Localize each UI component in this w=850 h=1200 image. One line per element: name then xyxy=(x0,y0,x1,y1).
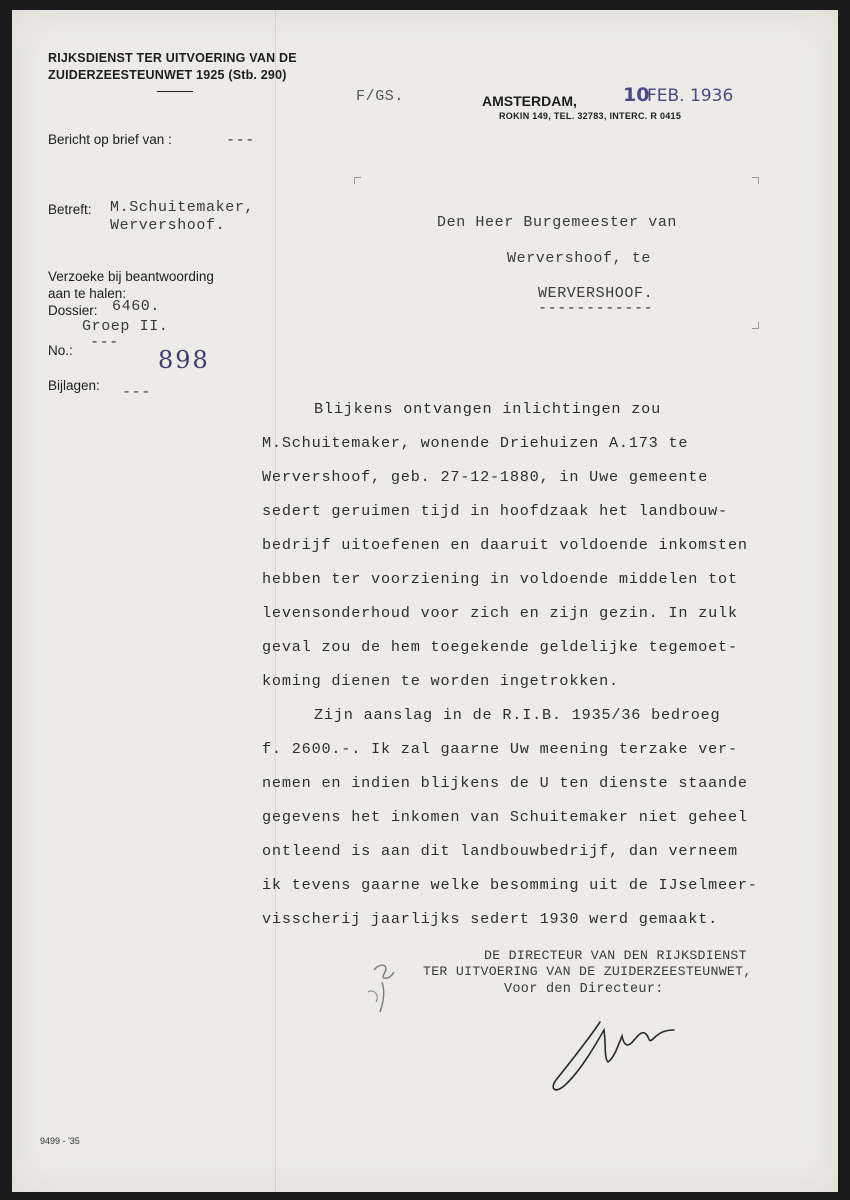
bericht-label: Bericht op brief van : xyxy=(48,132,172,147)
reference-code: F/GS. xyxy=(356,88,405,105)
addressee-line1: Den Heer Burgemeester van xyxy=(437,214,678,231)
city: AMSTERDAM, xyxy=(482,93,577,109)
betreft-label: Betreft: xyxy=(48,202,92,217)
body-line-5: bedrijf uitoefenen en daaruit voldoende inkomsten xyxy=(262,536,748,554)
addressee-line3: WERVERSHOOF. xyxy=(538,285,654,302)
verzoeke-line1: Verzoeke bij beantwoording xyxy=(48,269,214,284)
body-line-16: visscherij jaarlijks sedert 1930 werd gemaakt. xyxy=(262,910,719,928)
signature-line1: DE DIRECTEUR VAN DEN RIJKSDIENST xyxy=(484,948,747,963)
body-line-2: M.Schuitemaker, wonende Driehuizen A.173 te xyxy=(262,434,689,452)
bericht-value: --- xyxy=(226,132,255,149)
body-line-6: hebben ter voorziening in voldoende middelen tot xyxy=(262,570,738,588)
addressee-underline: ------------ xyxy=(538,300,654,317)
verzoeke-line2: aan te halen: xyxy=(48,286,127,301)
groep-value: Groep II. xyxy=(82,318,169,335)
office-address: ROKIN 149, TEL. 32783, INTERC. R 0415 xyxy=(499,111,682,121)
signature-line3: Voor den Directeur: xyxy=(504,982,664,997)
body-line-7: levensonderhoud voor zich en zijn gezin. In zulk xyxy=(262,604,738,622)
handwritten-signature xyxy=(542,1000,692,1100)
bijlagen-label: Bijlagen: xyxy=(48,378,100,393)
date-stamp-day: 10 xyxy=(623,84,650,106)
body-line-8: geval zou de hem toegekende geldelijke tegemoet- xyxy=(262,638,738,656)
org-name-line2: ZUIDERZEESTEUNWET 1925 (Stb. 290) xyxy=(48,68,287,82)
date-stamp-month-year: FEB. 1936 xyxy=(647,86,734,106)
form-code: 9499 - '35 xyxy=(40,1136,80,1146)
dossier-label: Dossier: xyxy=(48,303,98,318)
no-label: No.: xyxy=(48,343,73,358)
body-line-12: nemen en indien blijkens de U ten dienste staande xyxy=(262,774,748,792)
body-line-10: Zijn aanslag in de R.I.B. 1935/36 bedroeg xyxy=(314,706,721,724)
betreft-line2: Wervershoof. xyxy=(110,217,226,234)
addressee-line2: Wervershoof, te xyxy=(507,250,652,267)
org-underline xyxy=(157,91,193,92)
paper-fold xyxy=(275,10,276,1192)
org-name-line1: RIJKSDIENST TER UITVOERING VAN DE xyxy=(48,51,297,65)
body-line-11: f. 2600.-. Ik zal gaarne Uw meening terzake ver- xyxy=(262,740,738,758)
betreft-line1: M.Schuitemaker, xyxy=(110,199,255,216)
no-value: --- xyxy=(90,334,119,351)
body-line-4: sedert geruimen tijd in hoofdzaak het landbouw- xyxy=(262,502,728,520)
number-stamp: 898 xyxy=(158,346,210,374)
initials-mark xyxy=(360,952,410,1022)
dossier-value: 6460. xyxy=(112,298,161,315)
body-line-9: koming dienen te worden ingetrokken. xyxy=(262,672,619,690)
window-corner-mark xyxy=(752,322,759,329)
letter-page xyxy=(12,10,838,1192)
window-corner-mark xyxy=(354,177,361,184)
body-line-15: ik tevens gaarne welke besomming uit de IJselmeer- xyxy=(262,876,758,894)
window-corner-mark xyxy=(752,177,759,184)
signature-line2: TER UITVOERING VAN DE ZUIDERZEESTEUNWET, xyxy=(423,964,752,979)
body-line-1: Blijkens ontvangen inlichtingen zou xyxy=(314,400,661,418)
body-line-3: Wervershoof, geb. 27-12-1880, in Uwe gemeente xyxy=(262,468,709,486)
bijlagen-value: --- xyxy=(122,384,151,401)
body-line-14: ontleend is aan dit landbouwbedrijf, dan verneem xyxy=(262,842,738,860)
body-line-13: gegevens het inkomen van Schuitemaker niet geheel xyxy=(262,808,748,826)
